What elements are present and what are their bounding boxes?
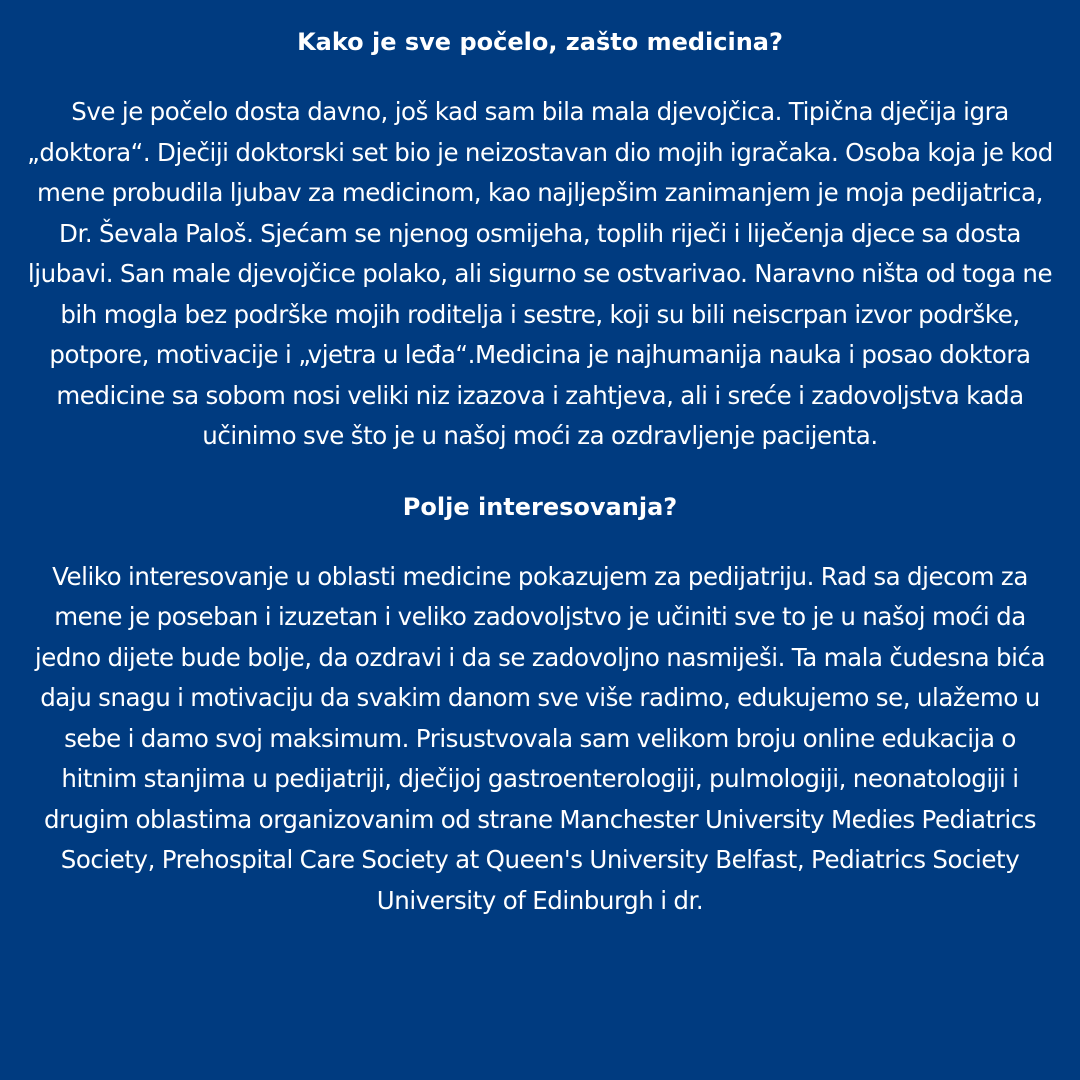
section-body-field-of-interest: Veliko interesovanje u oblasti medicine pokazujem za pedijatriju. Rad sa djecom za mene je poseban i izuzetan i veliko zadovoljstvo je učiniti sve to je u našoj moći da jedno dijete bude bolje, da ozdravi i da se zadovoljno nasmiješi. Ta mala čudesna bića daju snagu i motivaciju da svakim danom sve više radimo, edukujemo se, ulažemo u sebe i damo svoj maksimum. Prisustvovala sam velikom broju online edukacija o hitnim stanjima u pedijatriji, dječijoj gastroenterologiji, pulmologiji, neonatologiji i drugim oblastima organizovanim od strane Manchester University Medies Pediatrics Society, Prehospital Care Society at Queen's University Belfast, Pediatrics Society University of Edinburgh i dr. [34,561,1046,915]
section-heading-why-medicine: Kako je sve počelo, zašto medicina? [297,28,783,56]
section-body-why-medicine: Sve je počelo dosta davno, još kad sam bila mala djevojčica. Tipična dječija igra „doktora“. Dječiji doktorski set bio je neizostavan dio mojih igračaka. Osoba koja je kod mene probudila ljubav za medicinom, kao najljepšim zanimanjem je moja pedijatrica, Dr. Ševala Paloš. Sjećam se njenog osmijeha, toplih riječi i liječenja djece sa dosta ljubavi. San male djevojčice polako, ali sigurno se ostvarivao. Naravno ništa od toga ne bih mogla bez podrške mojih roditelja i sestre, koji su bili neiscrpan izvor podrške, potpore, motivacije i „vjetra u leđa“.Medicina je najhumanija nauka i posao doktora medicine sa sobom nosi veliki niz izazova i zahtjeva, ali i sreće i zadovoljstva kada učinimo sve što je u našoj moći za ozdravljenje pacijenta. [27,97,1053,450]
section-heading-field-of-interest: Polje interesovanja? [402,492,678,521]
